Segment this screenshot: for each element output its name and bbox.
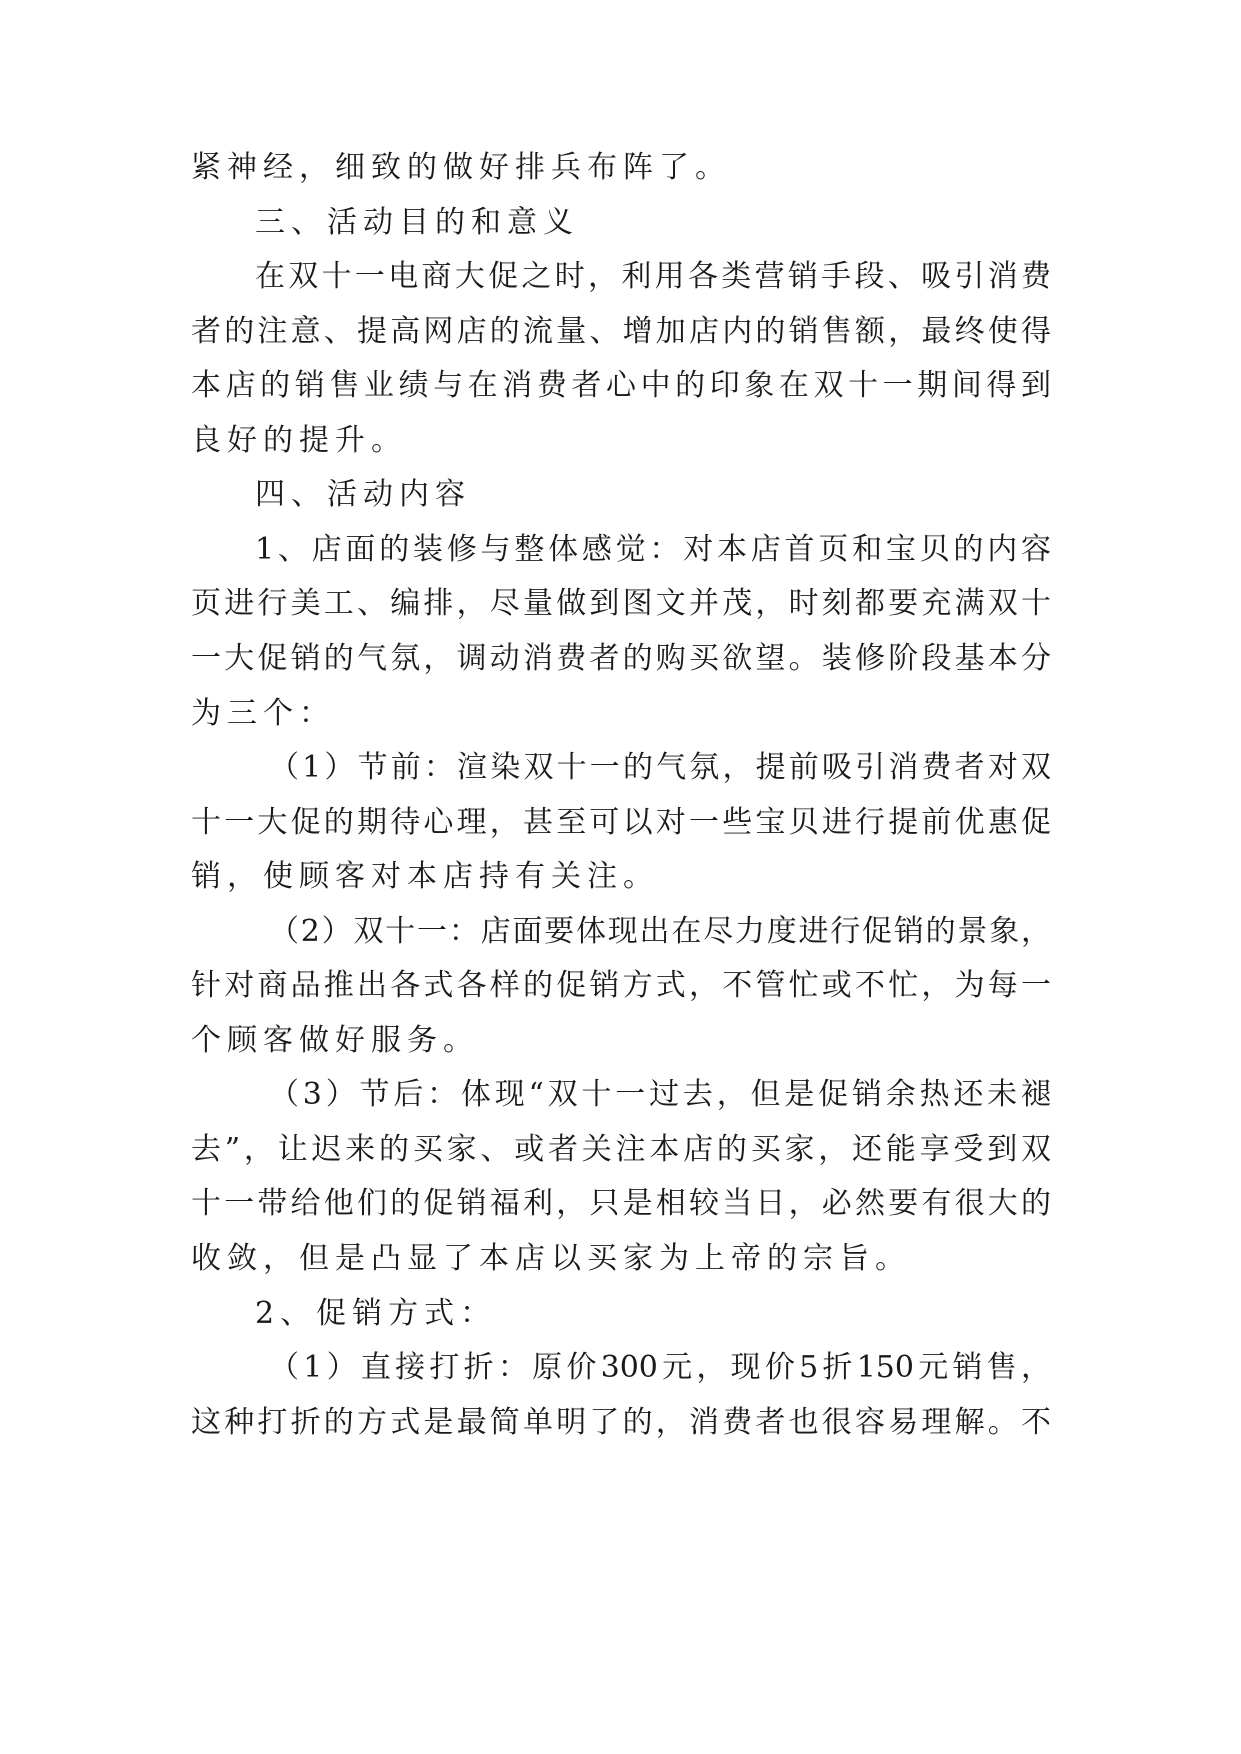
paragraph-line: 本店的销售业绩与在消费者心中的印象在双十一期间得到 <box>191 368 1051 403</box>
paragraph-line: 良好的提升。 <box>191 423 407 458</box>
paragraph-line: （1）节前：渲染双十一的气氛，提前吸引消费者对双 <box>269 750 1051 785</box>
paragraph-line: 者的注意、提高网店的流量、增加店内的销售额，最终使得 <box>191 314 1051 349</box>
paragraph-line: 为三个： <box>191 696 335 731</box>
paragraph-line: 针对商品推出各式各样的促销方式，不管忙或不忙，为每一 <box>191 968 1051 1003</box>
paragraph-line: （2）双十一：店面要体现出在尽力度进行促销的景象， <box>269 914 1051 949</box>
section-heading: 四、活动内容 <box>255 477 471 512</box>
paragraph-line: 销，使顾客对本店持有关注。 <box>191 859 659 894</box>
paragraph-line: 去”，让迟来的买家、或者关注本店的买家，还能享受到双 <box>191 1132 1051 1167</box>
paragraph-line: 页进行美工、编排，尽量做到图文并茂，时刻都要充满双十 <box>191 586 1051 621</box>
paragraph-line: 一大促销的气氛，调动消费者的购买欲望。装修阶段基本分 <box>191 641 1051 676</box>
paragraph-line: 十一大促的期待心理，甚至可以对一些宝贝进行提前优惠促 <box>191 805 1051 840</box>
paragraph-line: 在双十一电商大促之时，利用各类营销手段、吸引消费 <box>255 259 1051 294</box>
paragraph-line: 1、店面的装修与整体感觉：对本店首页和宝贝的内容 <box>255 532 1051 567</box>
section-heading: 三、活动目的和意义 <box>255 205 579 240</box>
section-heading: 2、促销方式： <box>255 1296 497 1331</box>
paragraph-line: 个顾客做好服务。 <box>191 1023 479 1058</box>
paragraph-line: 收敛，但是凸显了本店以买家为上帝的宗旨。 <box>191 1241 911 1276</box>
paragraph-line: 十一带给他们的促销福利，只是相较当日，必然要有很大的 <box>191 1186 1051 1221</box>
paragraph-line: （1）直接打折：原价300元，现价5折150元销售， <box>269 1350 1051 1385</box>
paragraph-line: 紧神经，细致的做好排兵布阵了。 <box>191 150 731 185</box>
paragraph-line: （3）节后：体现“双十一过去，但是促销余热还未褪 <box>269 1077 1051 1112</box>
paragraph-line: 这种打折的方式是最简单明了的，消费者也很容易理解。不 <box>191 1405 1051 1440</box>
